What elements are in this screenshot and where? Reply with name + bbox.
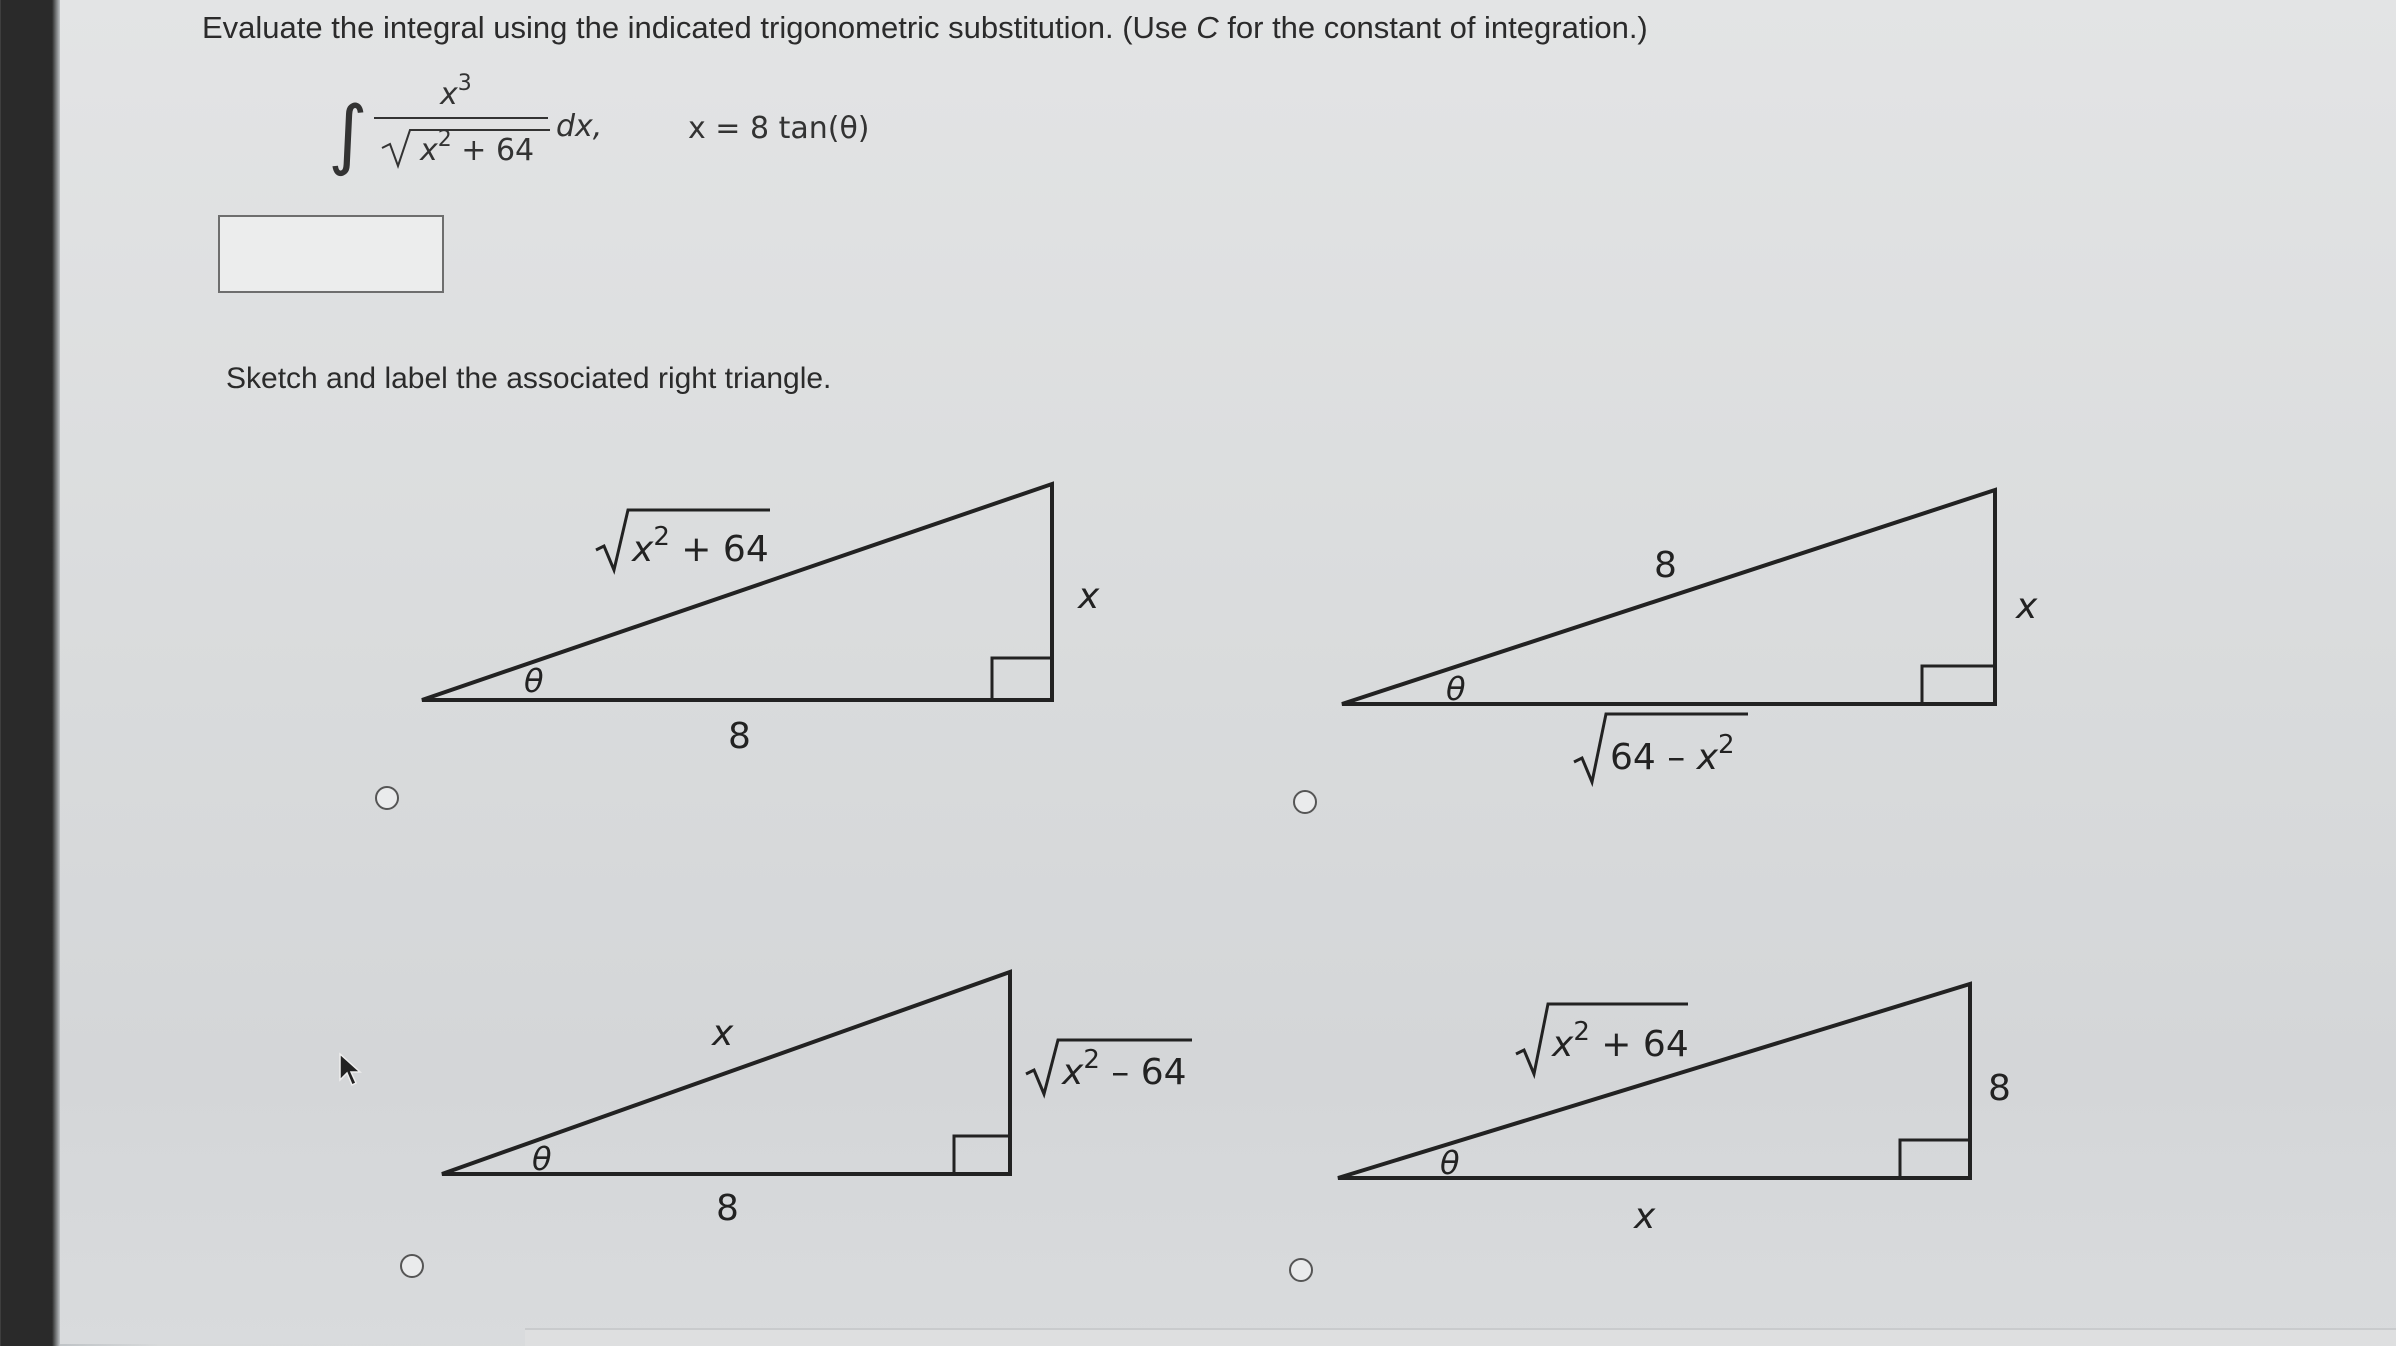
opposite-label: 8 <box>1988 1068 2011 1109</box>
triangle-shape <box>422 484 1052 700</box>
right-angle-mark <box>1922 666 1995 704</box>
numerator: $x^3$ <box>440 71 472 112</box>
triangle-shape <box>1338 984 1970 1178</box>
right-angle-mark <box>992 658 1052 700</box>
sketch-prompt: Sketch and label the associated right triangle. <box>226 362 832 395</box>
bottom-bar <box>525 1328 2396 1346</box>
mouse-cursor-icon <box>338 1052 364 1090</box>
adjacent-label: 8 <box>728 716 751 757</box>
prompt-text-b: for the constant of integration.) <box>1218 10 1648 45</box>
integral-sign: ∫ <box>328 89 368 178</box>
radio-option-3[interactable] <box>400 1254 424 1278</box>
opposite-label: x <box>1078 576 1100 617</box>
angle-label: θ <box>532 1140 552 1178</box>
triangle-option-4 <box>1330 970 2110 1250</box>
prompt-text-a: Evaluate the integral using the indicated trigonometric substitution. (Use <box>202 10 1197 45</box>
angle-label: θ <box>1446 670 1466 708</box>
triangle-shape <box>1342 490 1995 704</box>
substitution: x = 8 tan(θ) <box>688 111 870 146</box>
adjacent-label: $64 - x^2$ <box>1610 730 1735 778</box>
radio-option-4[interactable] <box>1289 1258 1313 1282</box>
radio-option-2[interactable] <box>1293 790 1317 814</box>
hypotenuse-label: x <box>712 1013 734 1054</box>
adjacent-label: 8 <box>716 1188 739 1229</box>
integral-expression <box>320 60 940 180</box>
hypotenuse-label: $x^2 + 64$ <box>632 522 769 570</box>
answer-input[interactable] <box>218 215 444 293</box>
hypotenuse-label: $x^2 + 64$ <box>1552 1017 1689 1065</box>
opposite-label: x <box>2016 586 2038 627</box>
triangle-option-1 <box>400 470 1150 770</box>
radio-option-1[interactable] <box>375 786 399 810</box>
angle-label: θ <box>1440 1144 1460 1182</box>
denominator: $x^2 + 64$ <box>420 127 535 168</box>
right-angle-mark <box>1900 1140 1970 1178</box>
prompt-constant: C <box>1196 10 1219 45</box>
right-angle-mark <box>954 1136 1010 1174</box>
adjacent-label: x <box>1634 1196 1656 1237</box>
triangle-option-3 <box>420 960 1210 1250</box>
opposite-label: $x^2 - 64$ <box>1062 1045 1187 1093</box>
question-prompt <box>202 10 1648 46</box>
triangle-shape <box>442 972 1010 1174</box>
dx: dx, <box>556 109 603 144</box>
hypotenuse-label: 8 <box>1654 545 1677 586</box>
angle-label: θ <box>524 662 544 700</box>
triangle-option-2 <box>1330 474 2110 794</box>
